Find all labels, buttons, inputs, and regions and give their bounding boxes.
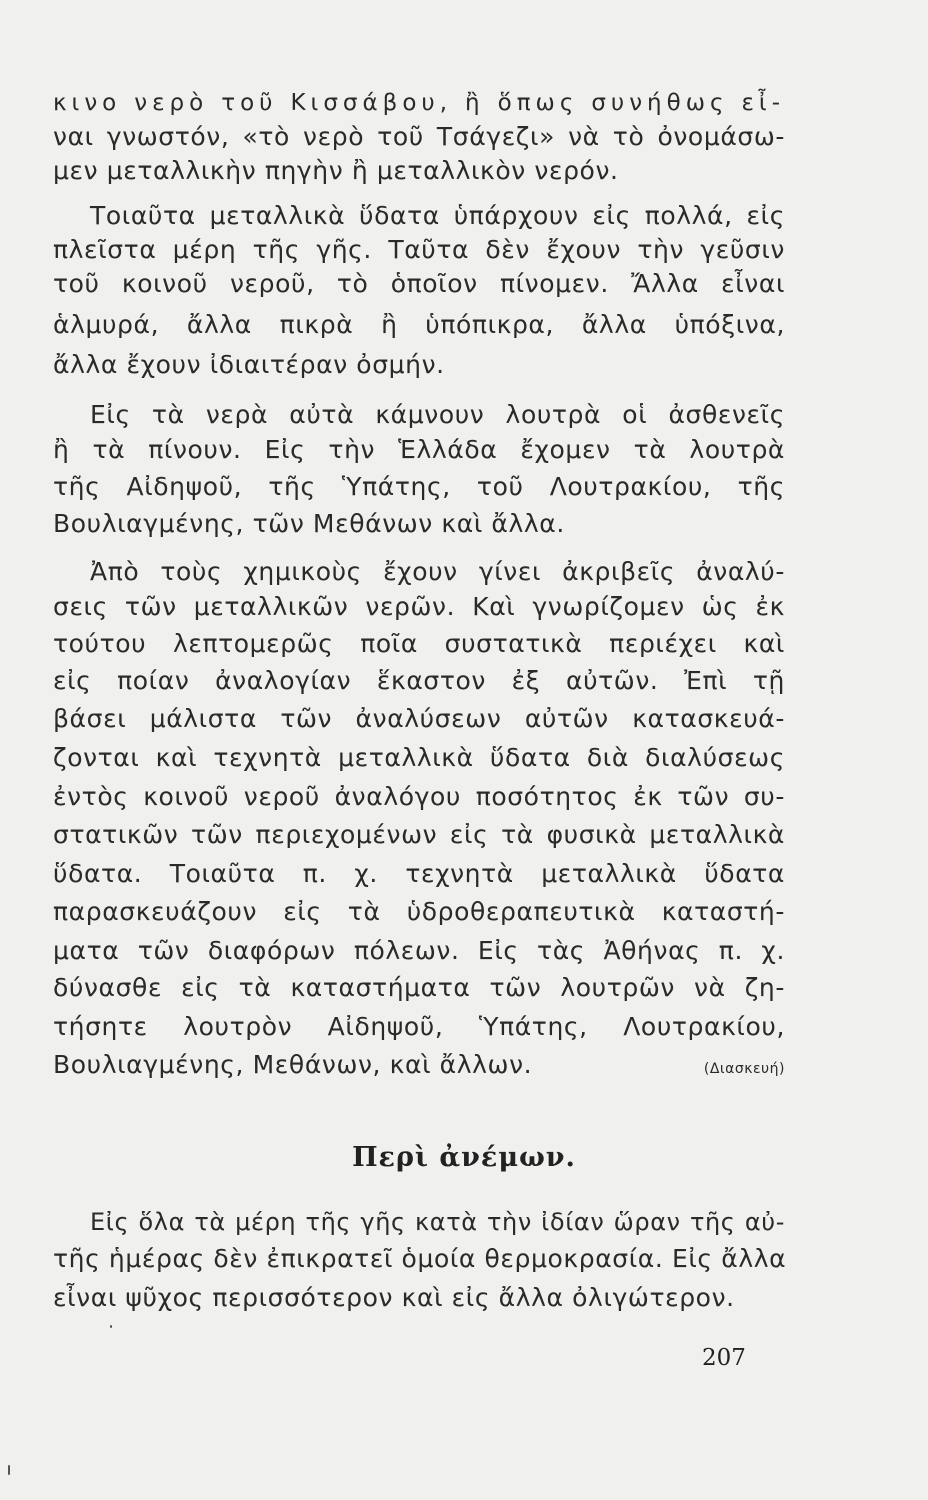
text-line-with-credit xyxy=(53,1048,785,1082)
text-line: τῆς ἡμέρας δὲν ἐπικρατεῖ ὁμοία θερμοκρασία. Εἰς ἄλλα xyxy=(53,1244,787,1273)
text-line: ἐντὸς κοινοῦ νεροῦ ἀναλόγου ποσότητος ἐκ τῶν συ- xyxy=(53,782,785,811)
text-line: Βουλιαγμένης, τῶν Μεθάνων καὶ ἄλλα. xyxy=(53,509,565,538)
text-line: βάσει μάλιστα τῶν ἀναλύσεων αὐτῶν κατασκευά- xyxy=(53,704,785,733)
text-line: τοῦ κοινοῦ νεροῦ, τὸ ὁποῖον πίνομεν. Ἄλλα εἶναι xyxy=(53,269,785,298)
text-line: Βουλιαγμένης, Μεθάνων, καὶ ἄλλων. xyxy=(53,1050,533,1079)
page-number: 207 xyxy=(702,1345,746,1371)
text-line: παρασκευάζουν εἰς τὰ ὑδροθεραπευτικὰ καταστή- xyxy=(53,897,785,926)
text-line: ζονται καὶ τεχνητὰ μεταλλικὰ ὕδατα διὰ διαλύσεως xyxy=(53,743,785,772)
text-line: ματα τῶν διαφόρων πόλεων. Εἰς τὰς Ἀθήνας π. χ. xyxy=(53,936,785,965)
text-line: εἶναι ψῦχος περισσότερον καὶ εἰς ἄλλα ὀλιγώτερον. xyxy=(53,1283,735,1312)
text-line: στατικῶν τῶν περιεχομένων εἰς τὰ φυσικὰ μεταλλικὰ xyxy=(53,820,785,849)
text-line: ὕδατα. Τοιαῦτα π. χ. τεχνητὰ μεταλλικὰ ὕδατα xyxy=(53,859,785,888)
text-line: μεν μεταλλικὴν πηγὴν ἢ μεταλλικὸν νερόν. xyxy=(53,156,619,185)
text-line: ναι γνωστόν, «τὸ νερὸ τοῦ Τσάγεζι» νὰ τὸ ὀνομάσω- xyxy=(53,122,785,151)
text-line: Εἰς ὅλα τὰ μέρη τῆς γῆς κατὰ τὴν ἰδίαν ὥραν τῆς αὐ- xyxy=(90,1208,785,1236)
text-line: τήσητε λουτρὸν Αἰδηψοῦ, Ὑπάτης, Λουτρακίου, xyxy=(53,1012,785,1041)
text-line: δύνασθε εἰς τὰ καταστήματα τῶν λουτρῶν νὰ ζη- xyxy=(53,973,785,1002)
section-heading: Περὶ ἀνέμων. xyxy=(352,1142,576,1173)
text-line: κινο νερὸ τοῦ Κισσάβου, ἢ ὅπως συνήθως εἶ- xyxy=(53,90,785,116)
text-line: εἰς ποίαν ἀναλογίαν ἕκαστον ἐξ αὐτῶν. Ἐπὶ τῇ xyxy=(53,666,785,695)
scan-mark xyxy=(8,1465,10,1475)
text-line: τούτου λεπτομερῶς ποῖα συστατικὰ περιέχει καὶ xyxy=(53,629,785,658)
text-line: σεις τῶν μεταλλικῶν νερῶν. Καὶ γνωρίζομεν ὡς ἐκ xyxy=(53,592,785,621)
text-line: τῆς Αἰδηψοῦ, τῆς Ὑπάτης, τοῦ Λουτρακίου, τῆς xyxy=(53,472,785,501)
source-credit: (Διασκευή) xyxy=(703,1061,785,1077)
text-line: ἢ τὰ πίνουν. Εἰς τὴν Ἑλλάδα ἔχομεν τὰ λουτρὰ xyxy=(53,435,785,464)
text-line: Ἀπὸ τοὺς χημικοὺς ἔχουν γίνει ἀκριβεῖς ἀναλύ- xyxy=(90,557,785,586)
text-line: Εἰς τὰ νερὰ αὐτὰ κάμνουν λουτρὰ οἱ ἀσθενεῖς xyxy=(90,400,785,429)
text-line: ἁλμυρά, ἄλλα πικρὰ ἢ ὑπόπικρα, ἄλλα ὑπόξινα, xyxy=(53,310,785,339)
scan-speck xyxy=(110,1325,112,1328)
text-line: Τοιαῦτα μεταλλικὰ ὕδατα ὑπάρχουν εἰς πολλά, εἰς xyxy=(90,201,785,230)
text-line: πλεῖστα μέρη τῆς γῆς. Ταῦτα δὲν ἔχουν τὴν γεῦσιν xyxy=(53,235,785,264)
text-line: ἄλλα ἔχουν ἰδιαιτέραν ὀσμήν. xyxy=(53,350,445,379)
